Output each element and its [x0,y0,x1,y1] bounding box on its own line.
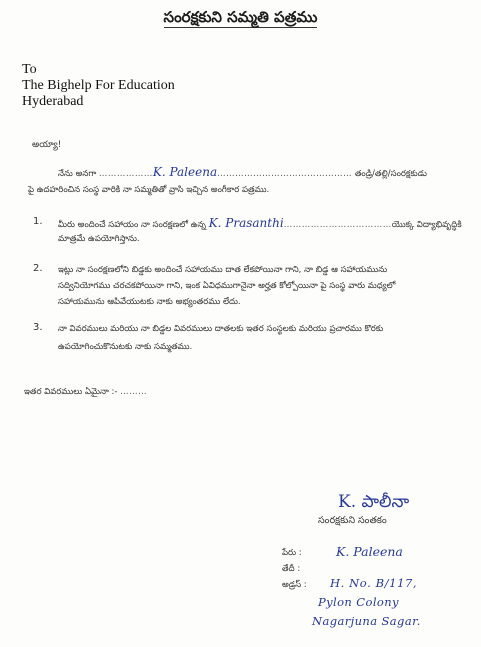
clause-1-number: 1. [33,216,43,227]
intro-prefix: నేను అనగా [58,169,97,179]
intro-line [58,166,478,180]
intro-dots-before: ……………… [98,169,153,179]
clause-1-line-1 [58,217,478,231]
student-name-handwritten: K. Prasanthi [208,216,284,230]
clause-2-line-1: ఇట్లు నా సంరక్షణలోని బిడ్డకు అందించే సహాయము దాత లేకపోయినా గాని, నా బిడ్డ ఆ సహాయమును [58,265,388,275]
guardian-name-handwritten: K. Paleena [152,165,218,179]
name-field-value: K. Paleena [336,544,403,559]
clause-1-suffix: యొక్క విద్యాభివృద్ధికి [391,220,462,230]
clause-1-line-2: మాత్రమే ఉపయోగిస్తాను. [58,234,140,244]
organization-name: The Bighelp For Education [22,78,175,93]
clause-2-line-2: సద్వినియోగము చరచకపోయినా గాని, ఇంక ఏవిధముగానైనా అర్హత కోల్పోయినా పై సంస్థ వారు మధ్యలో [58,281,396,291]
clause-2-line-3: సహాయమును ఆపివేయుటకు నాకు అభ్యంతరము లేదు. [58,297,241,307]
address-line-3: Nagarjuna Sagar. [312,614,421,628]
intro-suffix: తండ్రి/తల్లి/సంరక్షకుడు [354,169,427,179]
other-details-label: ఇతర వివరములు ఏమైనా :- [24,387,118,397]
salutation: అయ్యా! [32,140,62,150]
name-field-label: పేరు : [282,548,302,558]
other-details-dots: ……… [120,387,148,397]
address-line-1: H. No. B/117, [330,576,418,590]
clause-3-line-2: ఉపయోగించుకొనుటకు నాకు సమ్మతము. [58,342,193,352]
guardian-signature-handwritten: K. పాలీనా [338,492,410,512]
page-title [0,8,481,30]
clause-1-prefix: మీరు అందించే సహాయం నా సంరక్షణలో ఉన్న [58,220,206,230]
clause-1-dots: ……………………………… [283,220,392,230]
title-text: సంరక్షకుని సమ్మతి పత్రము [163,8,318,26]
date-field-label: తేదీ : [282,564,301,574]
organization-city: Hyderabad [22,94,84,109]
intro-dots-after: ……………………………………… [217,169,353,179]
clause-3-line-1: నా వివరములు మరియు నా బిడ్డల వివరములు దాతలకు ఇతర సంస్థలకు మరియు ప్రచారము కొరకు [58,324,384,334]
clause-2-number: 2. [33,263,43,274]
address-line-2: Pylon Colony [318,595,399,609]
address-field-label: అడ్రస్ : [282,580,307,590]
other-details [24,386,147,398]
signature-label: సంరక్షకుని సంతకం [318,515,387,526]
clause-3-number: 3. [33,322,43,333]
to-line: To [22,62,37,77]
intro-line-2: పై ఉదహరించిన సంస్థ వారికి నా సమ్మతితో వ్రాసి ఇచ్చిన అంగీకార పత్రము. [28,185,270,195]
